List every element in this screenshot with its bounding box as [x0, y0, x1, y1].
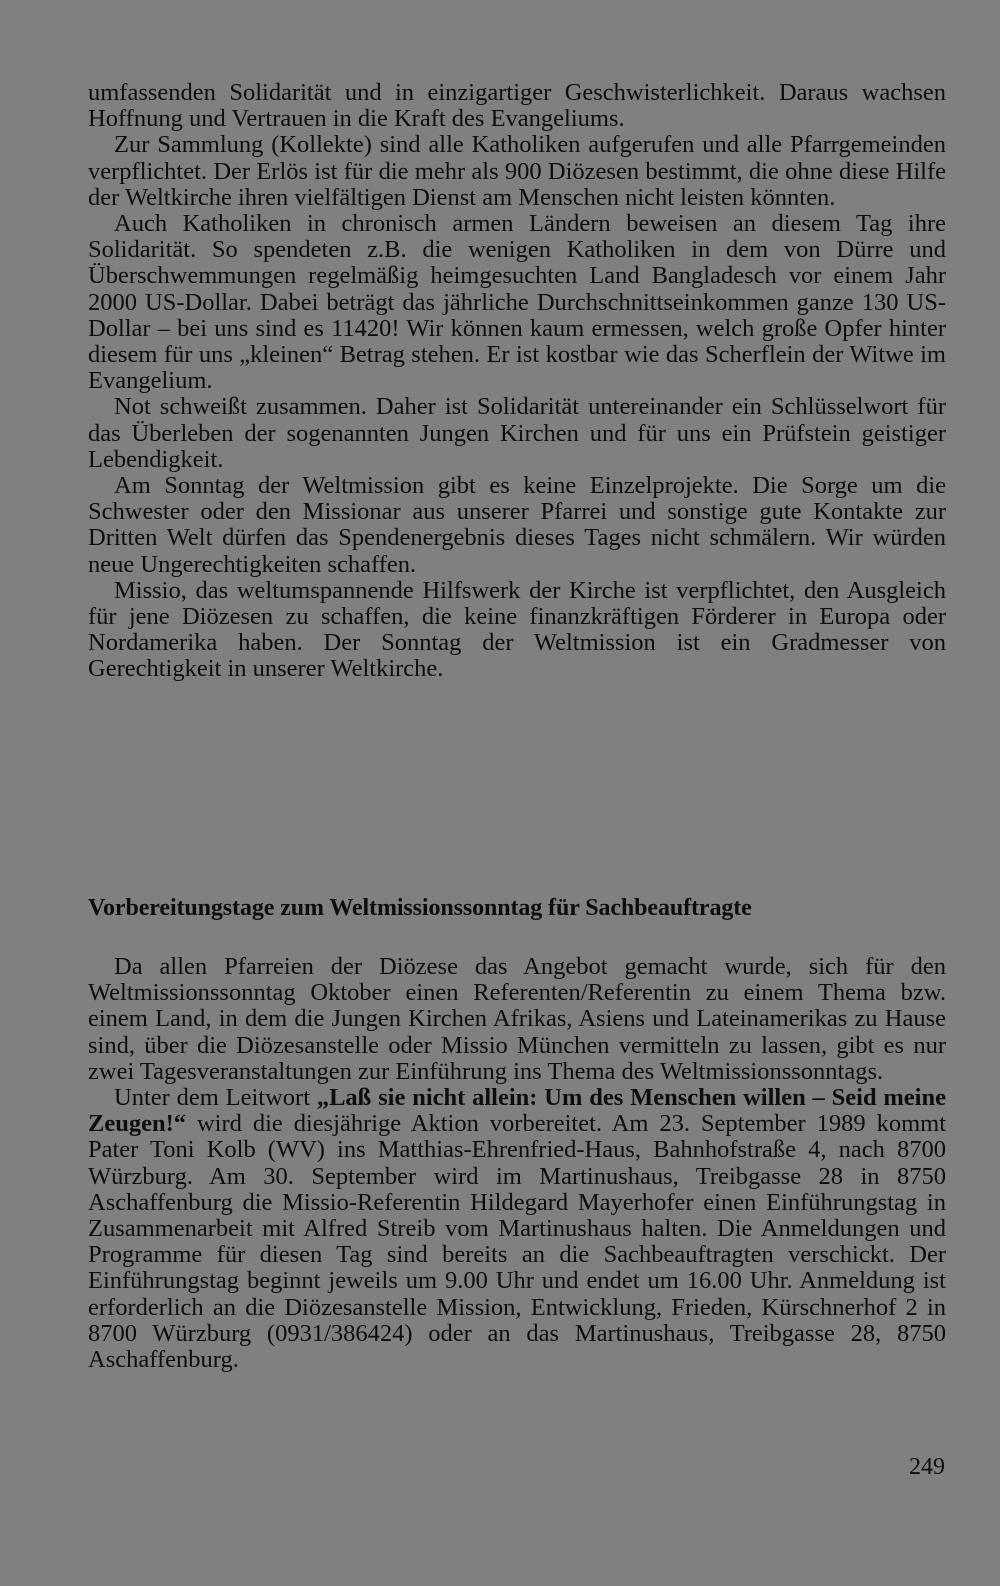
paragraph: Missio, das weltumspannende Hilfswerk der Kirche ist verpflichtet, den Ausgleich für jene Diözesen zu schaffen, die keine finanzkräftigen Förderer in Europa oder Nordamerika haben. Der Sonntag der Weltmission ist ein Gradmesser von Gerechtigkeit in unserer Weltkirche.	[88, 576, 946, 683]
section-heading: Vorbereitungstage zum Weltmissionssonntag für Sachbeauftragte	[88, 895, 752, 921]
paragraph-with-motto	[88, 1085, 946, 1373]
paragraph-body: wird die diesjährige Aktion vorbereitet. Am 23. September 1989 kommt Pater Toni Kolb (WV) ins Matthias-Ehrenfried-Haus, Bahnhofstraße 4, nach 8700 Würzburg. Am 30. September wird im Martinushaus, Treibgasse 28 in 8750 Aschaffenburg die Missio-Referentin Hildegard Mayerhofer einen Einführungstag in Zusammenarbeit mit Alfred Streib vom Martinushaus halten. Die Anmeldungen und Programme für diesen Tag sind bereits an die Sachbeauftragten verschickt. Der Einführungstag beginnt jeweils um 9.00 Uhr und endet um 16.00 Uhr. Anmeldung ist erforderlich an die Diözesanstelle Mission, Entwicklung, Frieden, Kürschnerhof 2 in 8700 Würzburg (0931/386424) oder an das Martinushaus, Treibgasse 28, 8750 Aschaffenburg.	[88, 1110, 946, 1374]
paragraph: Auch Katholiken in chronisch armen Ländern beweisen an diesem Tag ihre Solidarität. So spendeten z.B. die wenigen Katholiken in dem von Dürre und Überschwemmungen regelmäßig heimgesuchten Land Bangladesch vor einem Jahr 2000 US-Dollar. Dabei beträgt das jährliche Durchschnittseinkommen ganze 130 US-Dollar – bei uns sind es 11420! Wir können kaum ermessen, welch große Opfer hinter diesem für uns „kleinen“ Betrag stehen. Er ist kostbar wie das Scherflein der Witwe im Evangelium.	[88, 210, 946, 395]
motto: „Laß sie nicht allein: Um des Menschen willen – Seid meine Zeugen!“	[88, 1084, 946, 1138]
paragraph: Not schweißt zusammen. Daher ist Solidarität untereinander ein Schlüsselwort für das Überleben der sogenannten Jungen Kirchen und für uns ein Prüfstein geistiger Lebendigkeit.	[88, 393, 946, 473]
paragraph-intro: Unter dem Leitwort	[114, 1084, 310, 1112]
paragraph: Zur Sammlung (Kollekte) sind alle Katholiken aufgerufen und alle Pfarrgemeinden verpflichtet. Der Erlös ist für die mehr als 900 Diözesen bestimmt, die ohne diese Hilfe der Weltkirche ihren vielfältigen Dienst am Menschen nicht leisten könnten.	[88, 131, 946, 211]
article-continuation	[88, 80, 946, 683]
paragraph: umfassenden Solidarität und in einzigartiger Geschwisterlichkeit. Daraus wachsen Hoffnung und Vertrauen in die Kraft des Evangeliums.	[88, 79, 946, 133]
paragraph: Da allen Pfarreien der Diözese das Angebot gemacht wurde, sich für den Weltmissionssonntag Oktober einen Referenten/Referentin zu einem Thema bzw. einem Land, in dem die Jungen Kirchen Afrikas, Asiens und Lateinamerikas zu Hause sind, über die Diözesanstelle oder Missio München vermitteln zu lassen, gibt es nur zwei Tagesveranstaltungen zur Einführung ins Thema des Weltmissionssonntags.	[88, 953, 946, 1085]
page-number: 249	[909, 1454, 945, 1480]
article-vorbereitungstage	[88, 894, 946, 1373]
paragraph: Am Sonntag der Weltmission gibt es keine Einzelprojekte. Die Sorge um die Schwester oder den Missionar aus unserer Pfarrei und sonstige gute Kontakte zur Dritten Welt dürfen das Spendenergebnis dieses Tages nicht schmälern. Wir würden neue Ungerechtigkeiten schaffen.	[88, 472, 946, 578]
